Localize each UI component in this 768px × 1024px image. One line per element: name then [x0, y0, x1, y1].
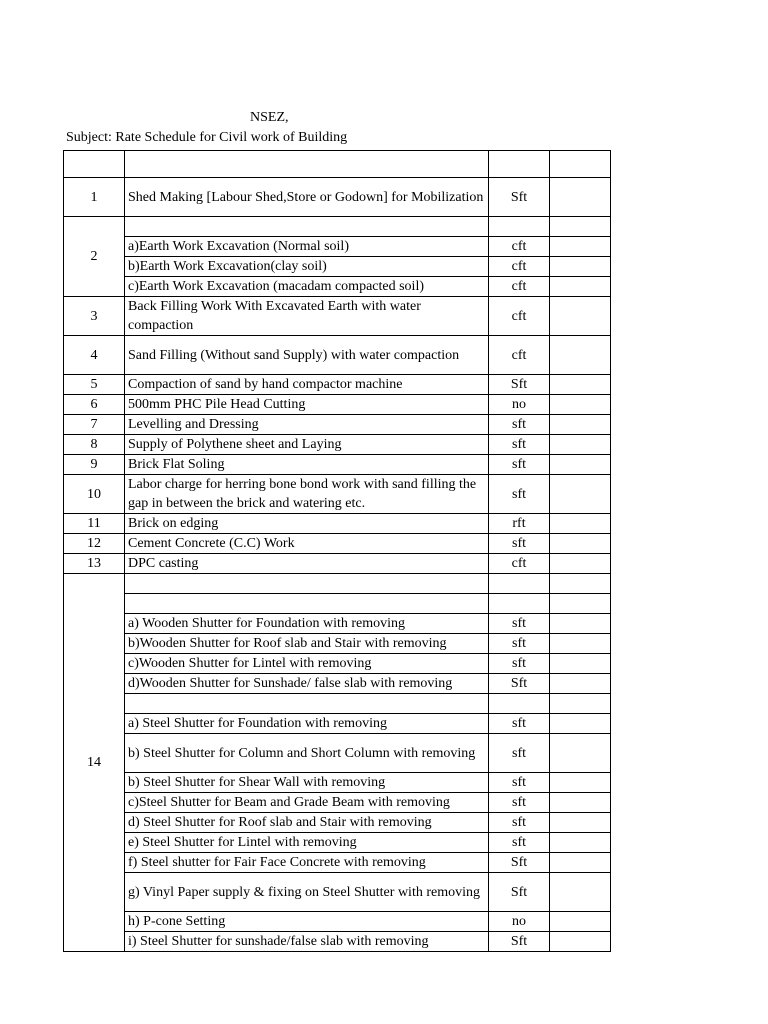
table-row — [64, 435, 611, 455]
item-number: 13 — [64, 554, 125, 574]
table-row — [64, 853, 611, 873]
table-row-blank — [64, 574, 611, 594]
item-unit: sft — [489, 475, 550, 514]
item-rate — [550, 514, 611, 534]
item-description: a) Steel Shutter for Foundation with removing — [125, 714, 489, 734]
item-unit: sft — [489, 634, 550, 654]
item-unit: sft — [489, 714, 550, 734]
table-row — [64, 257, 611, 277]
item-number: 12 — [64, 534, 125, 554]
item-unit: Sft — [489, 375, 550, 395]
item-unit: cft — [489, 336, 550, 375]
table-row — [64, 336, 611, 375]
table-row — [64, 654, 611, 674]
item-unit: rft — [489, 514, 550, 534]
item-rate — [550, 277, 611, 297]
item-unit: sft — [489, 793, 550, 813]
item-description: b) Steel Shutter for Column and Short Column with removing — [125, 734, 489, 773]
item-unit: Sft — [489, 853, 550, 873]
item-rate — [550, 853, 611, 873]
item-description: b)Earth Work Excavation(clay soil) — [125, 257, 489, 277]
item-unit: sft — [489, 534, 550, 554]
item-number: 4 — [64, 336, 125, 375]
item-number: 9 — [64, 455, 125, 475]
item-unit: cft — [489, 297, 550, 336]
item-rate — [550, 257, 611, 277]
document-org: NSEZ, — [250, 110, 289, 125]
item-unit: sft — [489, 773, 550, 793]
item-number: 6 — [64, 395, 125, 415]
item-unit: sft — [489, 813, 550, 833]
table-row — [64, 873, 611, 912]
item-unit: no — [489, 912, 550, 932]
item-rate — [550, 654, 611, 674]
item-description: Sand Filling (Without sand Supply) with water compaction — [125, 336, 489, 375]
item-description: Back Filling Work With Excavated Earth with water compaction — [125, 297, 489, 336]
item-description: d)Wooden Shutter for Sunshade/ false slab with removing — [125, 674, 489, 694]
item-description: e) Steel Shutter for Lintel with removing — [125, 833, 489, 853]
item-rate — [550, 435, 611, 455]
table-row-blank — [64, 151, 611, 178]
item-rate — [550, 714, 611, 734]
item-number: 11 — [64, 514, 125, 534]
item-rate — [550, 534, 611, 554]
table-row — [64, 674, 611, 694]
table-row-blank — [64, 594, 611, 614]
item-rate — [550, 455, 611, 475]
item-description: Compaction of sand by hand compactor machine — [125, 375, 489, 395]
item-rate — [550, 375, 611, 395]
table-row-blank — [64, 217, 611, 237]
item-rate — [550, 912, 611, 932]
item-rate — [550, 793, 611, 813]
item-rate — [550, 297, 611, 336]
item-description: h) P-cone Setting — [125, 912, 489, 932]
document-subject: Subject: Rate Schedule for Civil work of Building — [66, 130, 348, 145]
item-rate — [550, 237, 611, 257]
item-unit: cft — [489, 277, 550, 297]
table-row — [64, 773, 611, 793]
item-description: Labor charge for herring bone bond work with sand filling the gap in between the brick and watering etc. — [125, 475, 489, 514]
item-description: Cement Concrete (C.C) Work — [125, 534, 489, 554]
item-number: 10 — [64, 475, 125, 514]
item-rate — [550, 395, 611, 415]
table-row — [64, 714, 611, 734]
item-description: a) Wooden Shutter for Foundation with removing — [125, 614, 489, 634]
item-description: 500mm PHC Pile Head Cutting — [125, 395, 489, 415]
item-unit: sft — [489, 734, 550, 773]
item-rate — [550, 475, 611, 514]
table-row — [64, 297, 611, 336]
table-row — [64, 793, 611, 813]
table-row — [64, 514, 611, 534]
item-number: 14 — [64, 574, 125, 952]
item-rate — [550, 833, 611, 853]
item-unit: no — [489, 395, 550, 415]
item-rate — [550, 813, 611, 833]
rate-schedule-table — [63, 150, 611, 952]
item-rate — [550, 932, 611, 952]
item-description: a)Earth Work Excavation (Normal soil) — [125, 237, 489, 257]
item-unit: sft — [489, 614, 550, 634]
item-number: 5 — [64, 375, 125, 395]
item-description: b)Wooden Shutter for Roof slab and Stair with removing — [125, 634, 489, 654]
item-rate — [550, 773, 611, 793]
item-rate — [550, 178, 611, 217]
item-description: c)Steel Shutter for Beam and Grade Beam with removing — [125, 793, 489, 813]
item-description: Supply of Polythene sheet and Laying — [125, 435, 489, 455]
table-row — [64, 237, 611, 257]
table-row — [64, 277, 611, 297]
item-description: g) Vinyl Paper supply & fixing on Steel Shutter with removing — [125, 873, 489, 912]
item-unit: cft — [489, 237, 550, 257]
item-unit: cft — [489, 257, 550, 277]
item-unit: Sft — [489, 873, 550, 912]
item-number: 2 — [64, 217, 125, 297]
item-number: 1 — [64, 178, 125, 217]
table-row — [64, 554, 611, 574]
item-rate — [550, 415, 611, 435]
table-row — [64, 534, 611, 554]
table-row — [64, 634, 611, 654]
table-row — [64, 614, 611, 634]
item-description: Brick on edging — [125, 514, 489, 534]
item-number: 8 — [64, 435, 125, 455]
table-row — [64, 734, 611, 773]
table-row — [64, 833, 611, 853]
item-rate — [550, 634, 611, 654]
table-row — [64, 178, 611, 217]
item-unit: Sft — [489, 674, 550, 694]
item-description: i) Steel Shutter for sunshade/false slab with removing — [125, 932, 489, 952]
item-description: f) Steel shutter for Fair Face Concrete with removing — [125, 853, 489, 873]
item-unit: Sft — [489, 932, 550, 952]
item-unit: sft — [489, 435, 550, 455]
item-description: Shed Making [Labour Shed,Store or Godown] for Mobilization — [125, 178, 489, 217]
item-description: c)Wooden Shutter for Lintel with removing — [125, 654, 489, 674]
table-row — [64, 813, 611, 833]
item-unit: sft — [489, 455, 550, 475]
item-rate — [550, 873, 611, 912]
item-number: 7 — [64, 415, 125, 435]
table-row — [64, 395, 611, 415]
item-description: Levelling and Dressing — [125, 415, 489, 435]
item-rate — [550, 614, 611, 634]
item-description: d) Steel Shutter for Roof slab and Stair with removing — [125, 813, 489, 833]
item-unit: sft — [489, 654, 550, 674]
item-description: c)Earth Work Excavation (macadam compacted soil) — [125, 277, 489, 297]
table-row — [64, 912, 611, 932]
table-row — [64, 932, 611, 952]
item-rate — [550, 554, 611, 574]
table-row — [64, 415, 611, 435]
table-row-blank — [64, 694, 611, 714]
item-rate — [550, 336, 611, 375]
item-description: b) Steel Shutter for Shear Wall with removing — [125, 773, 489, 793]
item-unit: cft — [489, 554, 550, 574]
item-unit: sft — [489, 415, 550, 435]
item-number: 3 — [64, 297, 125, 336]
table-row — [64, 475, 611, 514]
item-rate — [550, 734, 611, 773]
item-unit: sft — [489, 833, 550, 853]
item-description: Brick Flat Soling — [125, 455, 489, 475]
item-rate — [550, 674, 611, 694]
table-row — [64, 375, 611, 395]
item-description: DPC casting — [125, 554, 489, 574]
item-unit: Sft — [489, 178, 550, 217]
table-row — [64, 455, 611, 475]
